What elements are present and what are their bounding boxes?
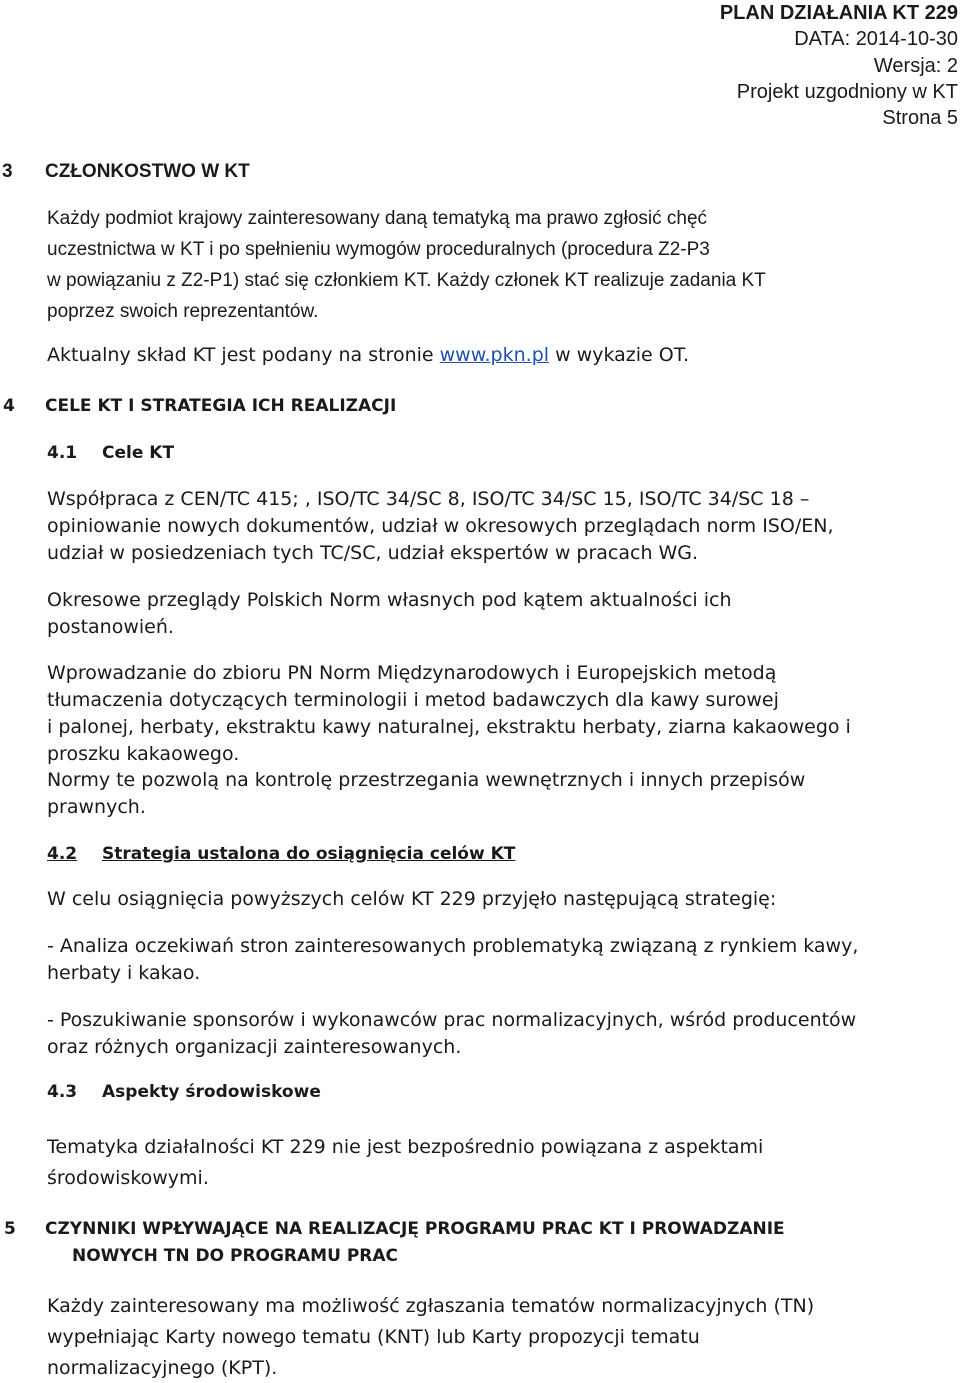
goals-line: Normy te pozwolą na kontrolę przestrzegania wewnętrznych i innych przepisów (47, 769, 806, 791)
page-number: Strona 5 (882, 107, 958, 129)
section-3-line: poprzez swoich reprezentantów. (47, 301, 319, 322)
section-3-line: uczestnictwa w KT i po spełnieniu wymogów proceduralnych (procedura Z2-P3 (47, 239, 710, 260)
environment-line: środowiskowymi. (47, 1167, 209, 1189)
goals-line: prawnych. (47, 796, 146, 818)
section-5-title-line-1: CZYNNIKI WPŁYWAJĄCE NA REALIZACJĘ PROGRAMU PRAC KT I PROWADZANIE (45, 1219, 785, 1239)
goals-line: Wprowadzanie do zbioru PN Norm Międzynarodowych i Europejskich metodą (47, 662, 777, 684)
strategy-item: oraz różnych organizacji zainteresowanych. (47, 1036, 462, 1058)
section-4-2-title: Strategia ustalona do osiągnięcia celów KT (102, 844, 516, 864)
section-3-title: CZŁONKOSTWO W KT (45, 161, 250, 182)
environment-line: Tematyka działalności KT 229 nie jest bezpośrednio powiązana z aspektami (47, 1136, 764, 1158)
section-4-title: CELE KT I STRATEGIA ICH REALIZACJI (45, 396, 397, 416)
goals-line: proszku kakaowego. (47, 743, 240, 765)
section-3-line: w powiązaniu z Z2-P1) stać się członkiem KT. Każdy członek KT realizuje zadania KT (47, 270, 766, 291)
section-5-line: normalizacyjnego (KPT). (47, 1357, 278, 1379)
pkn-website-link[interactable]: www.pkn.pl (439, 344, 550, 366)
document-date: DATA: 2014-10-30 (794, 28, 958, 50)
document-status: Projekt uzgodniony w KT (736, 81, 958, 103)
strategy-item: herbaty i kakao. (47, 962, 201, 984)
goals-line: i palonej, herbaty, ekstraktu kawy naturalnej, ekstraktu herbaty, ziarna kakaowego i (47, 716, 851, 738)
document-version: Wersja: 2 (873, 55, 958, 77)
section-4-3-number: 4.3 (47, 1082, 78, 1102)
document-title: PLAN DZIAŁANIA KT 229 (719, 2, 958, 24)
section-4-1-title: Cele KT (102, 443, 175, 463)
goals-line: udział w posiedzeniach tych TC/SC, udział ekspertów w pracach WG. (47, 542, 699, 564)
section-3-line: Każdy podmiot krajowy zainteresowany daną tematyką ma prawo zgłosić chęć (47, 208, 708, 229)
composition-text (47, 344, 689, 366)
composition-post: w wykazie OT. (549, 344, 690, 366)
goals-line: tłumaczenia dotyczących terminologii i metod badawczych dla kawy surowej (47, 689, 779, 711)
composition-pre: Aktualny skład KT jest podany na stronie (47, 344, 440, 366)
goals-line: Współpraca z CEN/TC 415; , ISO/TC 34/SC 8, ISO/TC 34/SC 15, ISO/TC 34/SC 18 – (47, 488, 810, 510)
section-4-2-number: 4.2 (47, 844, 78, 864)
goals-line: Okresowe przeglądy Polskich Norm własnych pod kątem aktualności ich (47, 589, 732, 611)
strategy-item: - Poszukiwanie sponsorów i wykonawców prac normalizacyjnych, wśród producentów (47, 1009, 857, 1031)
section-5-line: Każdy zainteresowany ma możliwość zgłaszania tematów normalizacyjnych (TN) (47, 1295, 815, 1317)
section-4-number: 4 (3, 396, 15, 416)
section-3-number: 3 (2, 161, 13, 182)
goals-line: postanowień. (47, 616, 174, 638)
section-4-3-title: Aspekty środowiskowe (102, 1082, 321, 1102)
goals-line: opiniowanie nowych dokumentów, udział w okresowych przeglądach norm ISO/EN, (47, 515, 834, 537)
strategy-item: - Analiza oczekiwań stron zainteresowanych problematyką związaną z rynkiem kawy, (47, 935, 859, 957)
section-5-title-line-2: NOWYCH TN DO PROGRAMU PRAC (72, 1246, 399, 1266)
section-4-1-number: 4.1 (47, 443, 78, 463)
section-5-number: 5 (4, 1219, 16, 1239)
section-5-line: wypełniając Karty nowego tematu (KNT) lub Karty propozycji tematu (47, 1326, 700, 1348)
strategy-intro: W celu osiągnięcia powyższych celów KT 229 przyjęło następującą strategię: (47, 888, 777, 910)
